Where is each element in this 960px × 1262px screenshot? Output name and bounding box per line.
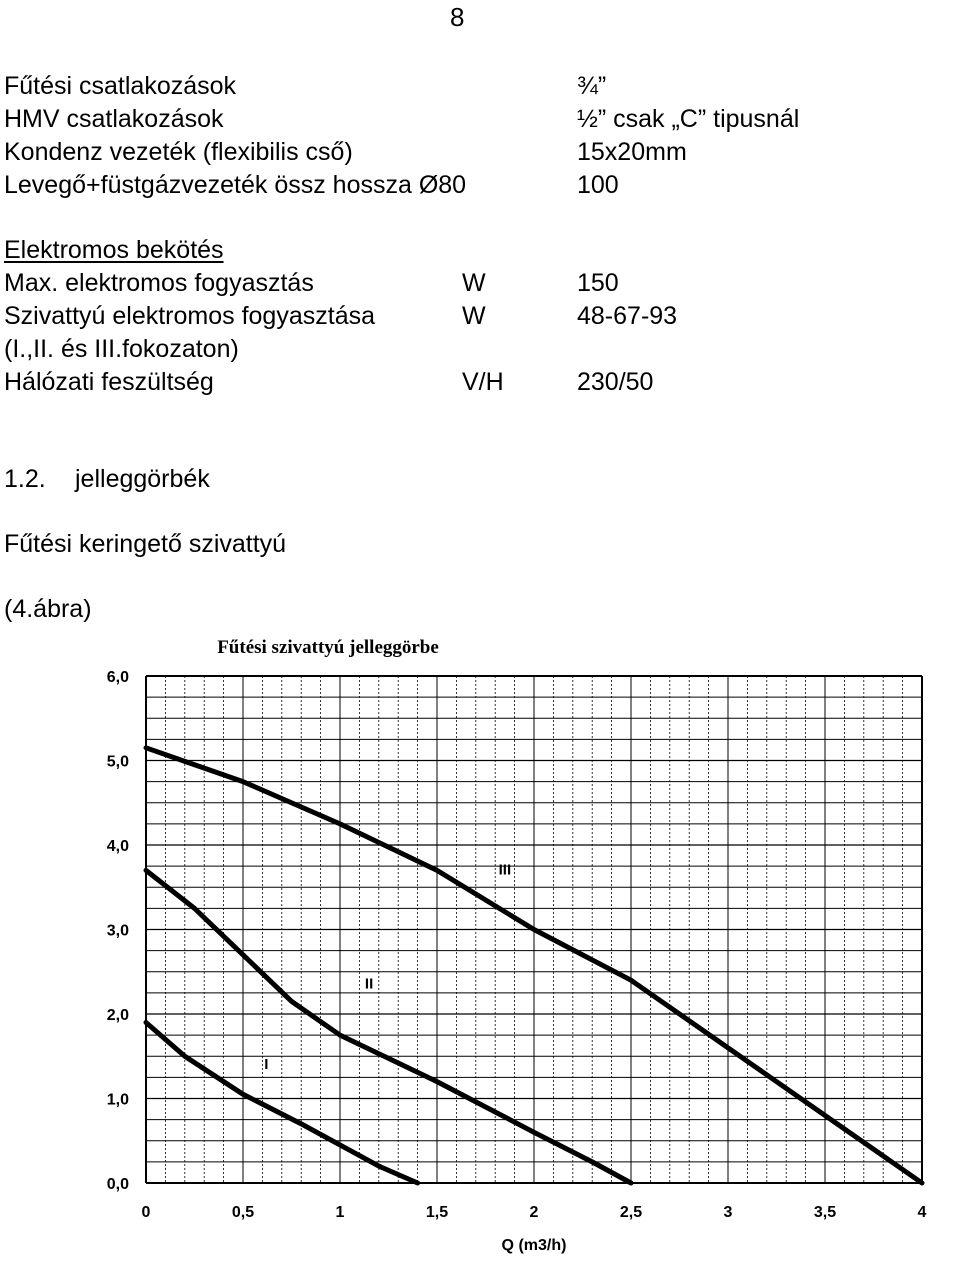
curve-label-III: III	[498, 861, 512, 879]
curve-label-I: I	[264, 1055, 269, 1073]
y-tick-label: 3,0	[106, 922, 129, 940]
x-tick-label: 3	[723, 1204, 733, 1221]
elec-value-pump-consumption: 48-67-93	[577, 302, 678, 330]
x-tick-label: 2,5	[619, 1204, 643, 1221]
elec-label-pump-stages: (I.,II. és III.fokozaton)	[4, 335, 239, 363]
curve-II	[146, 870, 631, 1183]
y-tick-label: 6,0	[106, 669, 129, 686]
spec-label-heating-connections: Fűtési csatlakozások	[4, 72, 237, 100]
y-tick-label: 4,0	[106, 838, 129, 855]
elec-label-max-consumption: Max. elektromos fogyasztás	[4, 269, 314, 297]
section-number: 1.2.	[4, 465, 46, 493]
x-tick-label: 1,5	[425, 1204, 449, 1221]
x-axis-label: Q (m3/h)	[501, 1237, 567, 1254]
electrical-heading: Elektromos bekötés	[4, 236, 224, 264]
page-number: 8	[450, 2, 465, 32]
y-tick-label: 2,0	[106, 1007, 129, 1024]
x-tick-label: 4	[917, 1204, 927, 1221]
elec-unit-max-consumption: W	[462, 269, 486, 297]
elec-unit-mains-voltage: V/H	[462, 368, 504, 396]
spec-value-heating-connections: ¾”	[577, 72, 607, 100]
section-title: jelleggörbék	[75, 465, 210, 493]
x-tick-label: 0	[141, 1204, 151, 1221]
y-tick-labels	[107, 669, 129, 1193]
x-tick-labels	[142, 1204, 927, 1221]
curve-label-II: II	[364, 975, 374, 993]
curve-I	[146, 1022, 418, 1183]
spec-label-condensate-pipe: Kondenz vezeték (flexibilis cső)	[4, 138, 353, 166]
spec-label-dhw-connections: HMV csatlakozások	[4, 105, 224, 133]
elec-value-mains-voltage: 230/50	[577, 368, 654, 396]
spec-label-flue-length: Levegő+füstgázvezeték össz hossza Ø80	[4, 171, 467, 199]
section-subtitle: Fűtési keringető szivattyú	[4, 530, 287, 558]
figure-reference: (4.ábra)	[4, 595, 92, 623]
spec-value-dhw-connections: ½” csak „C” tipusnál	[577, 105, 800, 133]
elec-value-max-consumption: 150	[577, 269, 619, 297]
x-tick-label: 0,5	[231, 1204, 255, 1221]
spec-value-flue-length: 100	[577, 171, 619, 199]
pump-curve-chart	[0, 620, 960, 1262]
elec-label-pump-consumption: Szivattyú elektromos fogyasztása	[4, 302, 375, 330]
y-tick-label: 1,0	[106, 1091, 129, 1109]
x-tick-label: 3,5	[813, 1204, 837, 1221]
elec-label-mains-voltage: Hálózati feszültség	[4, 368, 214, 396]
elec-unit-pump-consumption: W	[462, 302, 486, 330]
y-tick-label: 5,0	[106, 753, 129, 771]
y-tick-label: 0,0	[106, 1176, 129, 1193]
x-tick-label: 2	[529, 1204, 539, 1221]
chart-title: Fűtési szivattyú jelleggörbe	[217, 637, 439, 658]
spec-value-condensate-pipe: 15x20mm	[577, 138, 687, 166]
x-tick-label: 1	[335, 1204, 345, 1221]
